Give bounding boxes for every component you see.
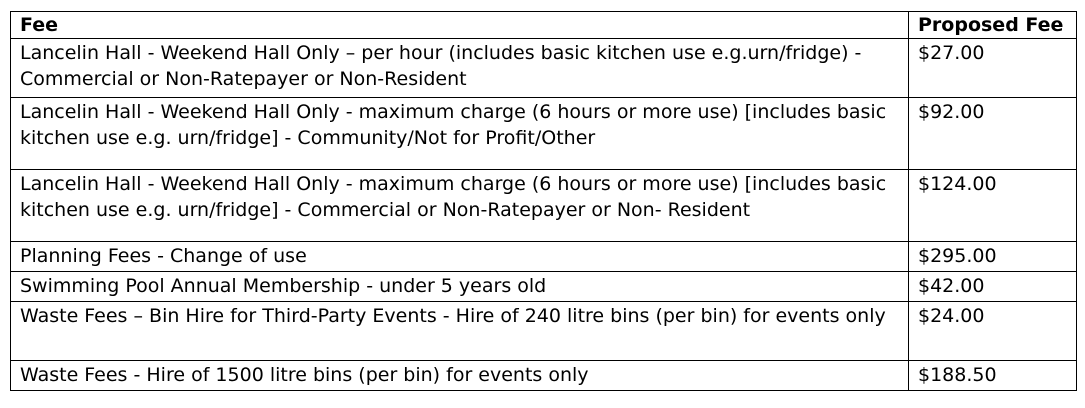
proposed-fee-value: $295.00 — [909, 242, 1077, 272]
proposed-fee-value: $188.50 — [909, 361, 1077, 391]
table-row — [11, 302, 1077, 361]
fee-table — [10, 11, 1077, 391]
proposed-fee-value: $124.00 — [909, 170, 1077, 242]
table-row — [11, 39, 1077, 98]
fee-description: Waste Fees - Hire of 1500 litre bins (per bin) for events only — [11, 361, 909, 391]
table-row — [11, 242, 1077, 272]
fee-description: Swimming Pool Annual Membership - under 5 years old — [11, 272, 909, 302]
table-row — [11, 361, 1077, 391]
table-row — [11, 272, 1077, 302]
proposed-fee-value: $42.00 — [909, 272, 1077, 302]
fee-column-header: Fee — [11, 12, 909, 39]
fee-description: Lancelin Hall - Weekend Hall Only – per hour (includes basic kitchen use e.g.urn/fridge) - Commercial or Non-Ratepayer or Non-Resident — [11, 39, 909, 98]
fee-description: Planning Fees - Change of use — [11, 242, 909, 272]
proposed-fee-value: $27.00 — [909, 39, 1077, 98]
table-header-row — [11, 12, 1077, 39]
proposed-fee-value: $24.00 — [909, 302, 1077, 361]
table-row — [11, 170, 1077, 242]
fee-description: Lancelin Hall - Weekend Hall Only - maximum charge (6 hours or more use) [includes basic kitchen use e.g. urn/fridge] - Community/Not for Profit/Other — [11, 98, 909, 170]
proposed-fee-column-header: Proposed Fee — [909, 12, 1077, 39]
fee-description: Lancelin Hall - Weekend Hall Only - maximum charge (6 hours or more use) [includes basic kitchen use e.g. urn/fridge] - Commercial or Non-Ratepayer or Non- Resident — [11, 170, 909, 242]
table-row — [11, 98, 1077, 170]
fee-description: Waste Fees – Bin Hire for Third-Party Events - Hire of 240 litre bins (per bin) for events only — [11, 302, 909, 361]
proposed-fee-value: $92.00 — [909, 98, 1077, 170]
